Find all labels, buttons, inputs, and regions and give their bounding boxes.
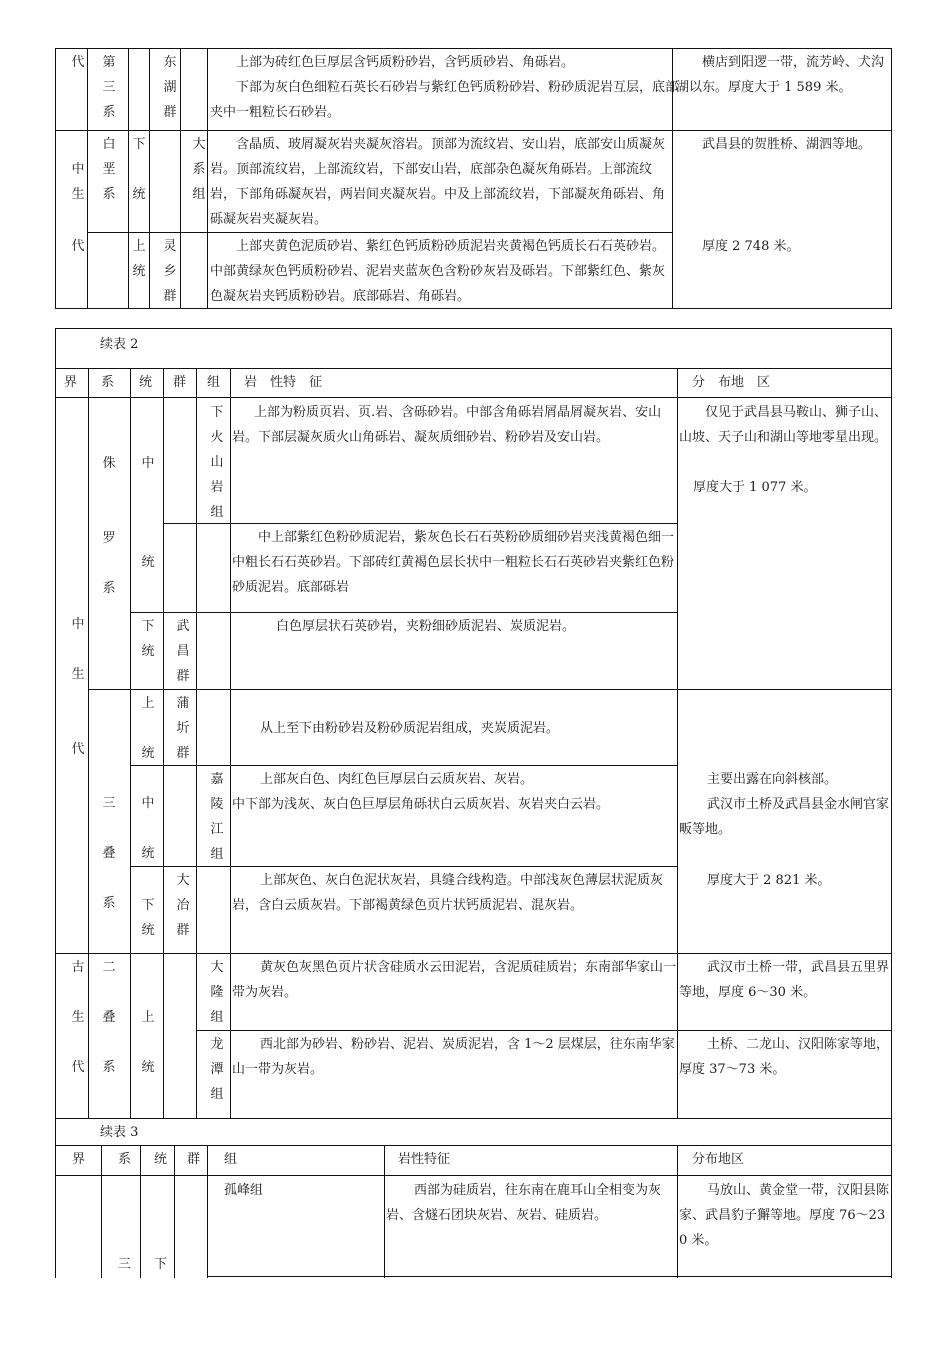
formation-label: 龙 潭 组 — [210, 1037, 224, 1102]
table2-col-line — [230, 368, 231, 1119]
table2-caption-divider — [55, 368, 892, 369]
lithology-text: 白色厚层状石英砂岩，夹粉细砂质泥岩、炭质泥岩。 — [276, 619, 576, 634]
table-caption: 续表 2 — [100, 337, 139, 352]
system-label: 三 叠 系 — [102, 796, 116, 911]
system-label: 二 叠 系 — [102, 960, 116, 1075]
lithology-text: 西部为硅质岩，往东南在鹿耳山全相变为灰岩、含燧石团块灰岩、灰岩、硅质岩。 — [386, 1183, 662, 1223]
header-era: 界 — [72, 1152, 86, 1167]
era-label: 代 — [71, 55, 85, 70]
series-label: 统 — [141, 555, 155, 570]
table2-col-line — [677, 368, 678, 1119]
header-system: 系 — [101, 375, 115, 390]
lithology-text: 从上至下由粉砂岩及粉砂质泥岩组成，夹炭质泥岩。 — [260, 721, 560, 736]
lithology-text: 下部为灰白色细粒石英长石砂岩与紫红色钙质粉砂岩、粉砂质泥岩互层，底部夹中一粗粒长石砂岩。 — [210, 80, 679, 120]
era-label: 中 生 — [71, 162, 85, 202]
table1-row-divider — [87, 232, 673, 233]
lithology-text: 含晶质、玻屑凝灰岩夹凝灰溶岩。顶部为流纹岩、安山岩，底部安山质凝灰岩。顶部流纹岩，上部流纹岩，下部安山岩，底部杂色凝灰角砾岩。上部流纹岩，下部角砾凝灰岩，两岩间夹凝灰岩。中及上部流纹岩，下部凝灰角砾岩、角砾凝灰岩夹凝灰岩。 — [210, 137, 666, 227]
table2-col-line — [130, 368, 131, 1119]
table2-bottom-border — [55, 1118, 892, 1119]
header-lithology: 岩 性特 征 — [244, 375, 323, 390]
table3-right-border — [891, 1118, 892, 1278]
system-label: 侏 罗 系 — [102, 456, 116, 596]
table-caption: 续表 3 — [100, 1125, 139, 1140]
table3-col-line — [677, 1145, 678, 1278]
formation-label: 嘉 陵 江 组 — [210, 772, 224, 862]
table3-row-divider — [207, 1276, 892, 1277]
distribution-text: 土桥、二龙山、汉阳陈家等地，厚度 37～73 米。 — [679, 1037, 890, 1077]
table3-col-line — [207, 1145, 208, 1278]
system-label: 第 三 系 — [102, 55, 116, 120]
table2-row-divider — [55, 953, 892, 954]
formation-label: 下 火 山 岩 组 — [210, 405, 224, 520]
table2-row-divider — [163, 523, 677, 524]
series-label: 下 — [154, 1257, 168, 1272]
table3-col-line — [140, 1145, 141, 1278]
lithology-text: 中上部紫红色粉砂质泥岩，紫灰色长石石英粉砂质细砂岩夹浅黄褐色细一中粗长石石英砂岩。下部砖红黄褐色层长状中一粗粒长石石英砂岩夹紫红色粉砂质泥岩。底部砾岩 — [232, 530, 675, 595]
table1-col-line — [55, 48, 56, 309]
table2-row-divider — [88, 689, 892, 690]
lithology-text: 黄灰色灰黑色页片状含硅质水云田泥岩，含泥质硅质岩；东南部华家山一带为灰岩。 — [232, 960, 677, 1000]
lithology-text: 上部夹黄色泥质砂岩、紫红色钙质粉砂质泥岩夹黄褐色钙质长石石英砂岩。中部黄绿灰色钙质粉砂岩、泥岩夹蓝灰色含粉砂灰岩及砾岩。下部紫红色、紫灰色凝灰岩夹钙质粉砂岩。底部砾岩、角砾岩。 — [210, 239, 666, 304]
series-label: 上 统 — [132, 239, 146, 279]
group-label: 武 昌 群 — [176, 619, 190, 684]
table3-col-line — [174, 1145, 175, 1278]
table2-col-line — [196, 368, 197, 1119]
table2-top-border — [55, 328, 892, 329]
distribution-text: 仅见于武昌县马鞍山、狮子山、山坡、天子山和湖山等地零星出现。 — [679, 405, 888, 445]
header-group: 群 — [173, 375, 187, 390]
system-label: 白 垩 系 — [102, 137, 116, 202]
system-label: 三 — [118, 1257, 132, 1272]
table1-col-line — [180, 48, 181, 309]
table3-col-line — [101, 1145, 102, 1278]
header-lithology: 岩性特征 — [398, 1152, 451, 1167]
header-series: 统 — [154, 1152, 168, 1167]
table3-col-line — [384, 1145, 385, 1278]
series-label: 下 统 — [132, 137, 146, 202]
era-label: 古 生 代 — [71, 960, 85, 1075]
group-label: 大 冶 群 — [176, 873, 190, 938]
table3-caption-divider — [55, 1145, 892, 1146]
distribution-text: 厚度大于 1 077 米。 — [693, 480, 817, 495]
table2-row-divider — [130, 765, 677, 766]
formation-label: 孤峰组 — [224, 1183, 264, 1198]
lithology-text: 上部为砖红色巨厚层含钙质粉砂岩，含钙质砂岩、角砾岩。 — [236, 55, 575, 70]
lithology-text: 上部灰色、灰白色泥状灰岩，具缝合线构造。中部浅灰色薄层状泥质灰岩，含白云质灰岩。下部褐黄绿色页片状钙质泥岩、混灰岩。 — [232, 873, 664, 913]
header-distribution: 分布地区 — [692, 1152, 745, 1167]
era-label: 代 — [71, 239, 85, 254]
header-era: 界 — [64, 375, 78, 390]
header-formation: 组 — [224, 1152, 238, 1167]
series-label: 下 统 — [141, 619, 155, 659]
header-system: 系 — [118, 1152, 132, 1167]
lithology-text: 上部灰白色、肉红色巨厚层白云质灰岩、灰岩。 中下部为浅灰、灰白色巨厚层角砾状白云质灰岩、灰岩夹白云岩。 — [232, 772, 610, 812]
formation-label: 大 系 组 — [192, 137, 206, 202]
table2-col-line — [88, 368, 89, 1119]
group-label: 蒲 圻 群 — [176, 696, 190, 761]
distribution-text: 武昌县的贺胜桥、湖泗等地。 — [702, 137, 872, 152]
distribution-text: 主要出露在向斜核部。 — [707, 772, 838, 787]
series-label: 上 统 — [141, 1010, 155, 1075]
table3-header-divider — [55, 1175, 892, 1176]
header-formation: 组 — [207, 375, 221, 390]
table2-right-border — [891, 328, 892, 1119]
distribution-text: 武汉市土桥一带，武昌县五里界等地，厚度 6～30 米。 — [679, 960, 890, 1000]
distribution-text: 厚度大于 2 821 米。 — [707, 873, 831, 888]
formation-label: 大 隆 组 — [210, 960, 224, 1025]
series-label: 中 — [141, 456, 155, 471]
distribution-text: 马放山、黄金堂一带，汉阳县陈家、武昌豹子獬等地。厚度 76～230 米。 — [679, 1183, 890, 1248]
era-label: 中 生 代 — [71, 617, 85, 757]
table3-left-border — [55, 1118, 56, 1278]
distribution-text: 横店到阳逻一带，流芳岭、犬沟湖以东。厚度大于 1 589 米。 — [676, 55, 885, 95]
group-label: 东 湖 群 — [163, 55, 177, 120]
table2-left-border — [55, 328, 56, 1119]
series-label: 中 统 — [141, 796, 155, 861]
table2-col-line — [163, 368, 164, 1119]
header-distribution: 分 布地 区 — [692, 375, 771, 390]
table2-row-divider — [196, 1030, 892, 1031]
table1-col-line — [149, 48, 150, 309]
table2-header-divider — [55, 397, 892, 398]
series-label: 下 统 — [141, 898, 155, 938]
distribution-text: 武汉市土桥及武昌县金水闸官家畈等地。 — [679, 797, 890, 837]
header-group: 群 — [187, 1152, 201, 1167]
group-label: 灵 乡 群 — [163, 239, 177, 304]
series-label: 上 统 — [141, 696, 155, 761]
lithology-text: 上部为粉质页岩、页.岩、含砾砂岩。中部含角砾岩屑晶屑凝灰岩、安山岩。下部层凝灰质火山角砾岩、凝灰质细砂岩、粉砂岩及安山岩。 — [232, 405, 662, 445]
distribution-text: 厚度 2 748 米。 — [702, 239, 800, 254]
header-series: 统 — [139, 375, 153, 390]
lithology-text: 西北部为砂岩、粉砂岩、泥岩、炭质泥岩，含 1～2 层煤层，往东南华家山一带为灰岩。 — [232, 1037, 675, 1077]
table2-row-divider — [130, 612, 677, 613]
